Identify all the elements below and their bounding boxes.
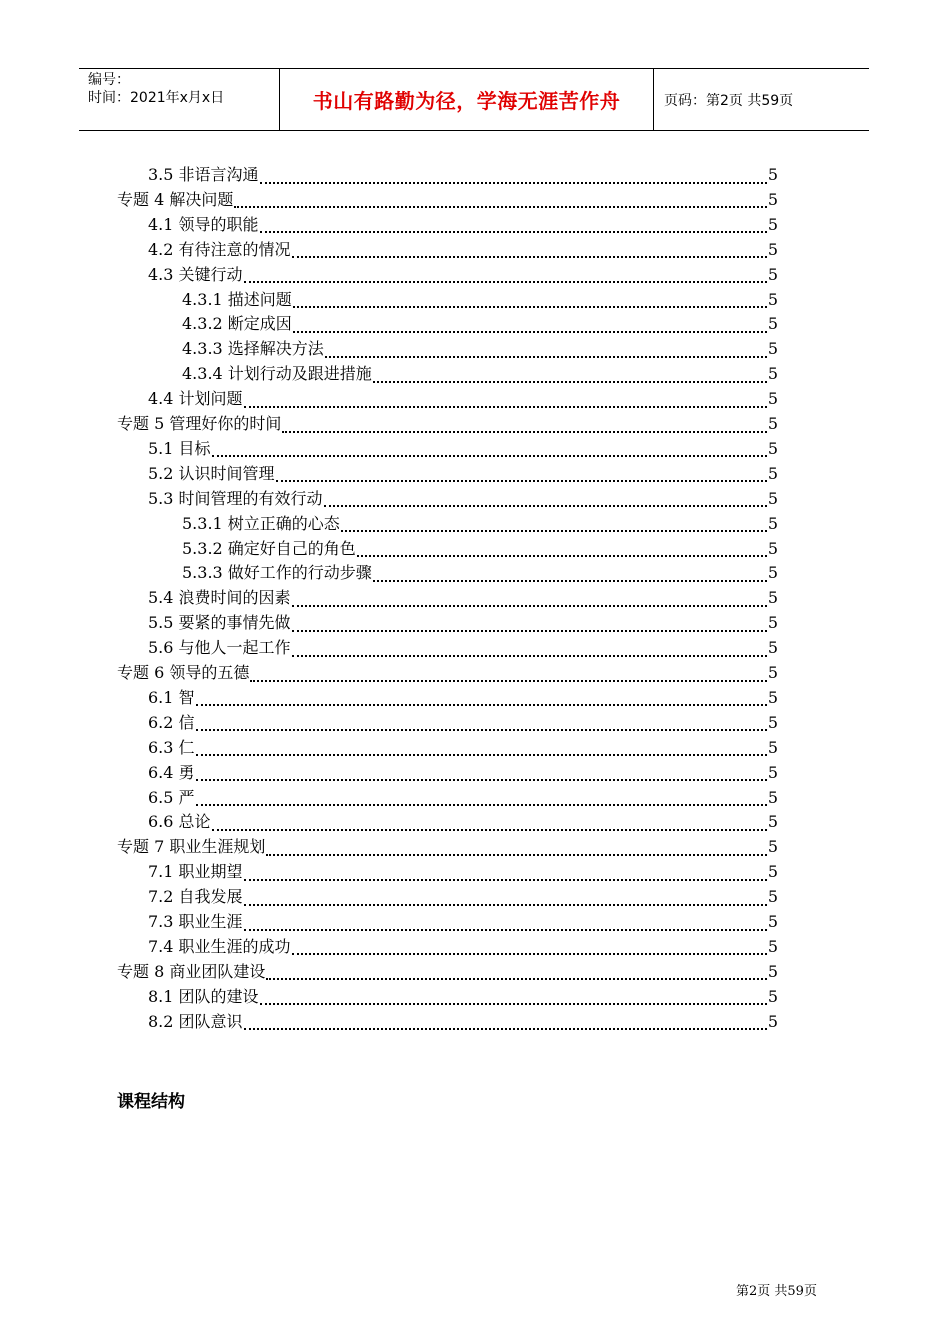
toc-entry-label: 5.3.3 做好工作的行动步骤	[182, 563, 372, 583]
toc-entry-label: 6.3 仁	[148, 737, 195, 757]
toc-dot-leader	[244, 394, 767, 408]
toc-entry-label: 5.5 要紧的事情先做	[148, 613, 291, 633]
toc-entry[interactable]	[148, 1009, 778, 1034]
toc-entry-label: 6.5 严	[148, 787, 195, 807]
toc-entry-label: 5.3.2 确定好自己的角色	[182, 538, 356, 558]
toc-entry[interactable]	[148, 735, 778, 760]
toc-entry-page: 5	[767, 339, 778, 359]
section-title: 课程结构	[117, 1092, 185, 1112]
toc-entry-label: 7.3 职业生涯	[148, 912, 243, 931]
toc-entry-label: 4.1 领导的职能	[148, 214, 259, 234]
page-footer: 第2页 共59页	[736, 1284, 817, 1299]
toc-entry-page: 5	[767, 961, 778, 981]
header-motto-cell	[280, 69, 654, 130]
toc-entry[interactable]	[117, 834, 778, 859]
toc-dot-leader	[196, 792, 767, 806]
toc-entry[interactable]	[148, 262, 778, 287]
toc-dot-leader	[357, 543, 767, 557]
toc-entry-label: 5.6 与他人一起工作	[148, 638, 291, 658]
toc-entry[interactable]	[148, 884, 778, 909]
toc-entry-label: 6.2 信	[148, 712, 195, 732]
toc-dot-leader	[244, 867, 767, 881]
toc-entry-page: 5	[767, 837, 778, 857]
toc-entry[interactable]	[182, 311, 778, 336]
toc-entry[interactable]	[117, 660, 778, 685]
toc-dot-leader	[244, 1016, 767, 1030]
toc-dot-leader	[196, 742, 767, 756]
toc-dot-leader	[244, 892, 767, 906]
toc-entry-page: 5	[767, 239, 778, 259]
toc-entry[interactable]	[148, 486, 778, 511]
toc-entry-page: 5	[767, 887, 778, 907]
toc-dot-leader	[250, 668, 766, 682]
toc-dot-leader	[373, 568, 767, 582]
toc-dot-leader	[260, 219, 767, 233]
toc-entry-label: 3.5 非语言沟通	[148, 165, 259, 184]
toc-entry-label: 8.2 团队意识	[148, 1011, 243, 1031]
toc-entry-label: 5.2 认识时间管理	[148, 463, 275, 483]
number-label: 编号：	[88, 72, 130, 88]
toc-dot-leader	[292, 618, 767, 632]
toc-dot-leader	[196, 717, 767, 731]
toc-entry[interactable]	[182, 536, 778, 561]
toc-entry-page: 5	[767, 438, 778, 458]
toc-dot-leader	[276, 468, 767, 482]
toc-dot-leader	[292, 643, 767, 657]
toc-entry[interactable]	[148, 635, 778, 660]
toc-entry-label: 5.4 浪费时间的因素	[148, 588, 291, 608]
toc-dot-leader	[212, 443, 767, 457]
toc-entry[interactable]	[148, 984, 778, 1009]
toc-entry[interactable]	[148, 710, 778, 735]
toc-entry-label: 5.3.1 树立正确的心态	[182, 513, 340, 533]
toc-entry-label: 4.3.2 断定成因	[182, 314, 292, 334]
toc-entry[interactable]	[117, 187, 778, 212]
toc-entry-page: 5	[767, 986, 778, 1006]
toc-entry-page: 5	[767, 687, 778, 707]
toc-entry-label: 7.4 职业生涯的成功	[148, 936, 291, 956]
toc-dot-leader	[324, 493, 767, 507]
toc-entry-label: 专题 7 职业生涯规划	[117, 837, 266, 857]
toc-entry-label: 6.6 总论	[148, 812, 211, 832]
toc-entry-page: 5	[767, 414, 778, 433]
toc-entry-page: 5	[767, 289, 778, 309]
toc-entry[interactable]	[182, 287, 778, 312]
toc-entry-page: 5	[767, 538, 778, 558]
toc-entry[interactable]	[148, 809, 778, 834]
header-info	[79, 69, 280, 130]
toc-entry-page: 5	[767, 189, 778, 209]
toc-entry-label: 5.3 时间管理的有效行动	[148, 488, 323, 508]
toc-entry-label: 7.2 自我发展	[148, 887, 243, 907]
toc-entry-page: 5	[767, 214, 778, 234]
toc-entry-page: 5	[767, 588, 778, 608]
toc-entry-page: 5	[767, 264, 778, 284]
toc-entry[interactable]	[117, 959, 778, 984]
toc-entry-page: 5	[767, 1011, 778, 1031]
toc-entry[interactable]	[148, 461, 778, 486]
toc-entry-label: 7.1 职业期望	[148, 862, 243, 882]
toc-dot-leader	[293, 319, 767, 333]
toc-entry-page: 5	[767, 712, 778, 732]
toc-entry[interactable]	[148, 760, 778, 785]
toc-entry-page: 5	[767, 314, 778, 334]
toc-entry-label: 专题 4 解决问题	[117, 189, 234, 209]
toc-entry-label: 专题 8 商业团队建设	[117, 961, 266, 981]
toc-dot-leader	[341, 518, 767, 532]
toc-entry-page: 5	[767, 463, 778, 483]
toc-entry-label: 4.3.1 描述问题	[182, 289, 292, 309]
toc-entry-label: 6.4 勇	[148, 762, 195, 782]
toc-entry-page: 5	[767, 936, 778, 956]
toc-dot-leader	[325, 344, 767, 358]
toc-dot-leader	[244, 917, 767, 931]
toc-entry[interactable]	[148, 212, 778, 237]
toc-entry-label: 8.1 团队的建设	[148, 986, 259, 1006]
toc-entry[interactable]	[148, 585, 778, 610]
toc-entry-page: 5	[767, 364, 778, 384]
toc-dot-leader	[196, 692, 767, 706]
toc-entry-label: 4.2 有待注意的情况	[148, 239, 291, 259]
toc-entry[interactable]	[148, 436, 778, 461]
page-header	[79, 68, 869, 131]
toc-entry-page: 5	[767, 613, 778, 633]
header-page-cell	[654, 69, 869, 130]
toc-entry-page: 5	[767, 165, 778, 184]
toc-entry[interactable]	[148, 859, 778, 884]
header-motto: 书山有路勤为径，学海无涯苦作舟	[312, 89, 621, 113]
toc-entry-label: 4.3 关键行动	[148, 264, 243, 284]
toc-entry[interactable]	[148, 785, 778, 810]
toc-entry-page: 5	[767, 912, 778, 931]
toc-entry-page: 5	[767, 737, 778, 757]
toc-dot-leader	[292, 593, 767, 607]
toc-dot-leader	[260, 991, 767, 1005]
toc-entry-label: 4.3.3 选择解决方法	[182, 339, 324, 359]
toc-entry[interactable]	[182, 560, 778, 585]
toc-entry[interactable]	[182, 511, 778, 536]
toc-entry-page: 5	[767, 638, 778, 658]
toc-entry-page: 5	[767, 787, 778, 807]
toc-dot-leader	[373, 369, 767, 383]
toc-entry-page: 5	[767, 862, 778, 882]
toc-dot-leader	[292, 244, 767, 258]
toc-entry[interactable]	[148, 909, 778, 934]
toc-entry[interactable]	[148, 934, 778, 959]
toc-entry-label: 4.3.4 计划行动及跟进措施	[182, 364, 372, 384]
toc-entry-label: 专题 5 管理好你的时间	[117, 414, 282, 433]
toc-dot-leader	[282, 419, 766, 433]
toc-entry[interactable]	[148, 237, 778, 262]
toc-entry[interactable]	[148, 162, 778, 187]
toc-entry[interactable]	[182, 336, 778, 361]
toc-dot-leader	[234, 194, 766, 208]
toc-dot-leader	[266, 966, 766, 980]
toc-entry[interactable]	[182, 361, 778, 386]
toc-dot-leader	[293, 294, 767, 308]
toc-entry-page: 5	[767, 389, 778, 409]
toc-dot-leader	[212, 817, 767, 831]
time-label: 时间：2021年x月x日	[88, 90, 225, 106]
toc-entry-page: 5	[767, 563, 778, 583]
toc-dot-leader	[196, 767, 767, 781]
toc-entry-label: 5.1 目标	[148, 438, 211, 458]
toc-entry[interactable]	[117, 411, 778, 436]
toc-entry-page: 5	[767, 513, 778, 533]
toc-entry-label: 4.4 计划问题	[148, 389, 243, 409]
toc-dot-leader	[292, 941, 767, 955]
toc-entry[interactable]	[148, 685, 778, 710]
toc-dot-leader	[244, 269, 767, 283]
toc-entry[interactable]	[148, 386, 778, 411]
toc-entry-page: 5	[767, 812, 778, 832]
toc-entry[interactable]	[148, 610, 778, 635]
toc-entry-page: 5	[767, 762, 778, 782]
toc-entry-page: 5	[767, 663, 778, 682]
toc-dot-leader	[266, 842, 766, 856]
header-page-label: 页码：第2页 共59页	[664, 92, 794, 109]
toc-entry-page: 5	[767, 488, 778, 508]
toc-entry-label: 6.1 智	[148, 687, 195, 707]
toc-dot-leader	[260, 170, 767, 184]
toc-entry-label: 专题 6 领导的五德	[117, 663, 250, 682]
